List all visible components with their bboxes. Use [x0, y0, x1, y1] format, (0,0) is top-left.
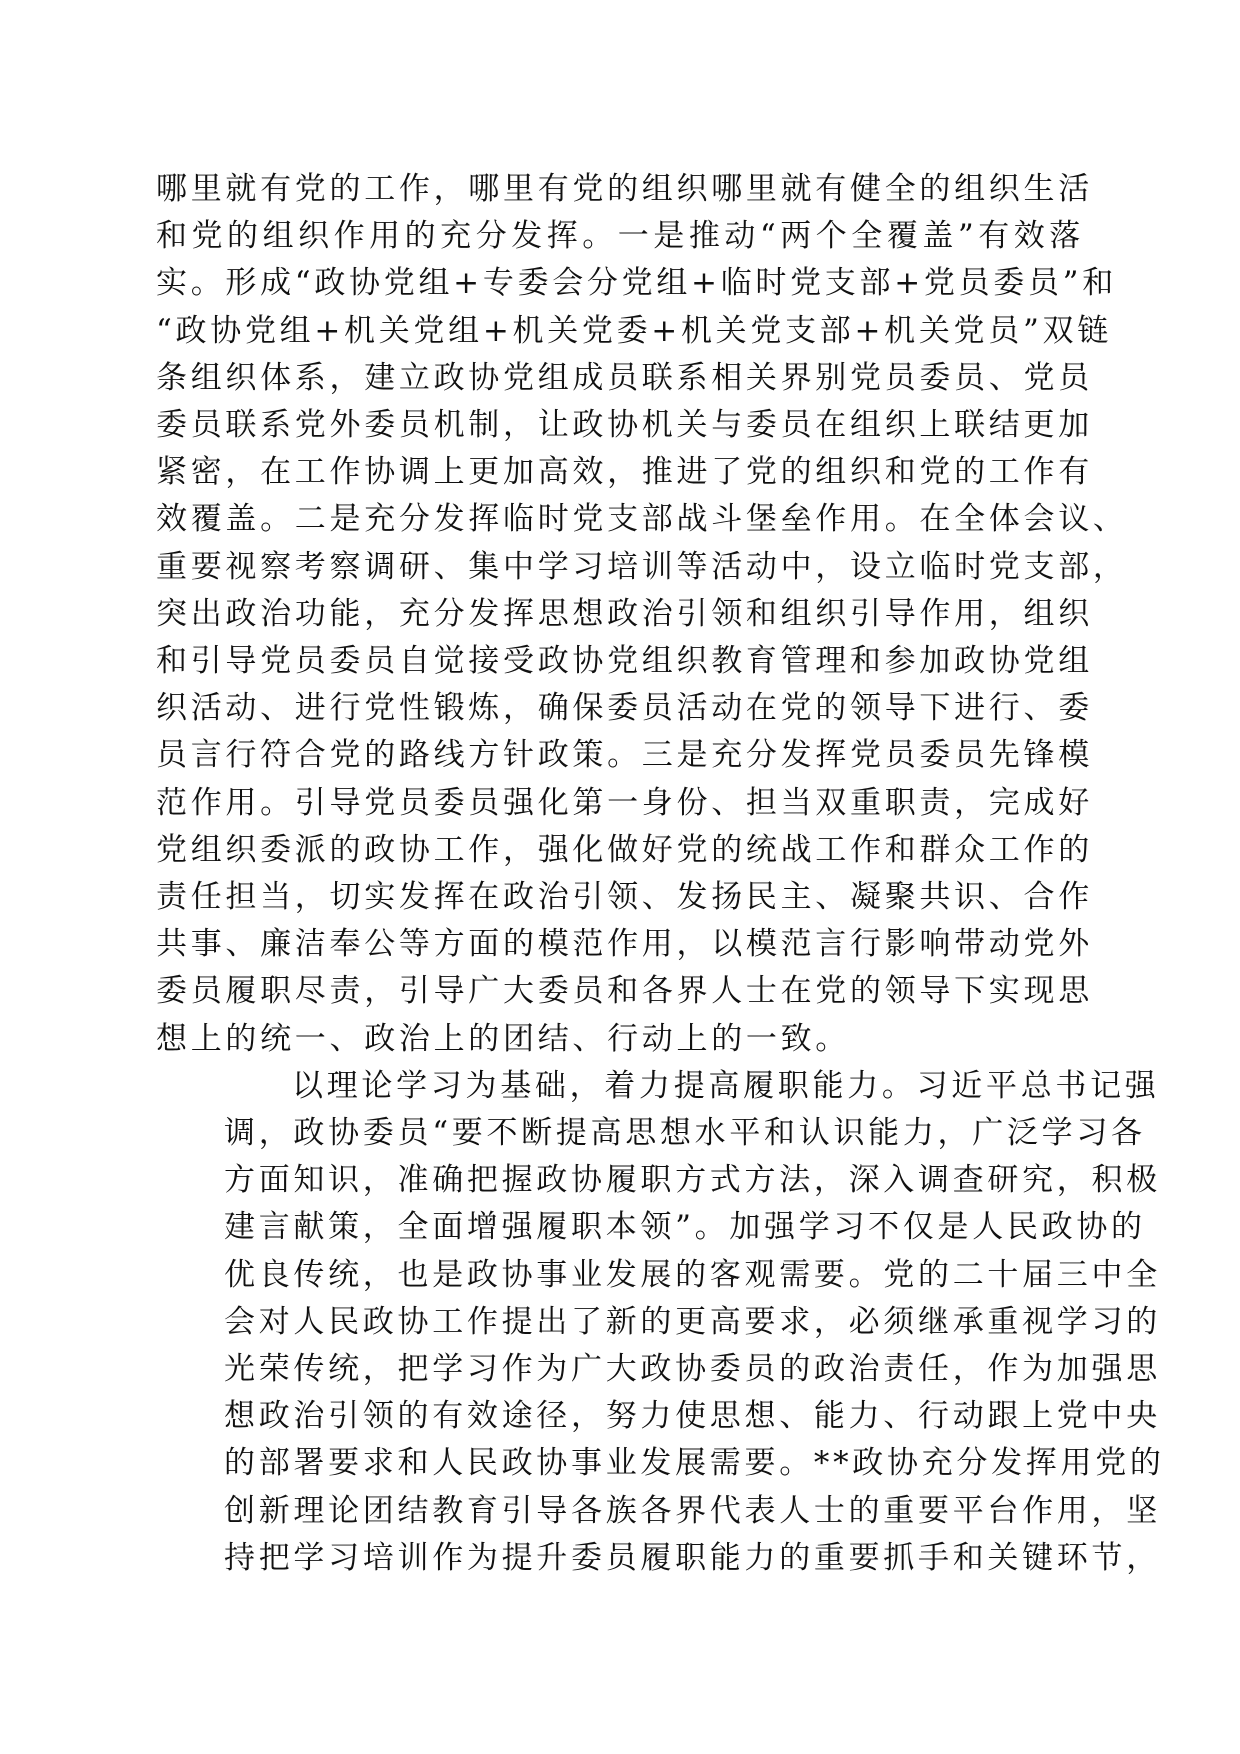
text-line: 的部署要求和人民政协事业发展需要。**政协充分发挥用党的	[224, 1445, 1165, 1482]
text-line: 和党的组织作用的充分发挥。一是推动“两个全覆盖”有效落	[156, 218, 1084, 255]
paragraph	[156, 1063, 1165, 1582]
text-line: 重要视察考察调研、集中学习培训等活动中，设立临时党支部，	[156, 548, 1128, 585]
text-line: 哪里就有党的工作，哪里有党的组织哪里就有健全的组织生活	[156, 171, 1093, 207]
text-line: 委员联系党外委员机制，让政协机关与委员在组织上联结更加	[156, 407, 1093, 444]
text-line: 员言行符合党的路线方针政策。三是充分发挥党员委员先锋模	[156, 737, 1093, 774]
text-line: 建言献策，全面增强履职本领”。加强学习不仅是人民政协的	[224, 1209, 1146, 1246]
text-line: 委员履职尽责，引导广大委员和各界人士在党的领导下实现思	[156, 973, 1093, 1010]
text-line: 以理论学习为基础，着力提高履职能力。习近平总书记强	[292, 1067, 1160, 1104]
text-line: 优良传统，也是政协事业发展的客观需要。党的二十届三中全	[224, 1256, 1161, 1293]
text-line: 党组织委派的政协工作，强化做好党的统战工作和群众工作的	[156, 831, 1093, 868]
text-line: 紧密，在工作协调上更加高效，推进了党的组织和党的工作有	[156, 454, 1093, 491]
paragraph	[156, 166, 1128, 1063]
document-body	[156, 166, 1165, 1582]
text-line: 创新理论团结教育引导各族各界代表人士的重要平台作用，坚	[224, 1492, 1161, 1529]
text-line: 方面知识，准确把握政协履职方式方法，深入调查研究，积极	[224, 1162, 1161, 1199]
text-line: 和引导党员委员自觉接受政协党组织教育管理和参加政协党组	[156, 643, 1093, 680]
text-line: 持把学习培训作为提升委员履职能力的重要抓手和关键环节，	[224, 1539, 1161, 1576]
text-line: 光荣传统，把学习作为广大政协委员的政治责任，作为加强思	[224, 1351, 1161, 1388]
text-line: 织活动、进行党性锻炼，确保委员活动在党的领导下进行、委	[156, 690, 1093, 727]
text-line: 共事、廉洁奉公等方面的模范作用，以模范言行影响带动党外	[156, 926, 1093, 963]
text-line: “政协党组+机关党组+机关党委+机关党支部+机关党员”双链	[156, 312, 1112, 349]
text-line: 突出政治功能，充分发挥思想政治引领和组织引导作用，组织	[156, 595, 1093, 632]
text-line: 想政治引领的有效途径，努力使思想、能力、行动跟上党中央	[224, 1398, 1161, 1435]
text-line: 调，政协委员“要不断提高思想水平和认识能力，广泛学习各	[224, 1115, 1146, 1152]
text-line: 想上的统一、政治上的团结、行动上的一致。	[156, 1020, 850, 1057]
text-line: 效覆盖。二是充分发挥临时党支部战斗堡垒作用。在全体会议、	[156, 501, 1128, 538]
text-line: 会对人民政协工作提出了新的更高要求，必须继承重视学习的	[224, 1303, 1161, 1340]
text-line: 实。形成“政协党组+专委会分党组+临时党支部+党员委员”和	[156, 265, 1117, 302]
text-line: 责任担当，切实发挥在政治引领、发扬民主、凝聚共识、合作	[156, 879, 1093, 916]
text-line: 范作用。引导党员委员强化第一身份、担当双重职责，完成好	[156, 784, 1093, 821]
text-line: 条组织体系，建立政协党组成员联系相关界别党员委员、党员	[156, 359, 1093, 396]
